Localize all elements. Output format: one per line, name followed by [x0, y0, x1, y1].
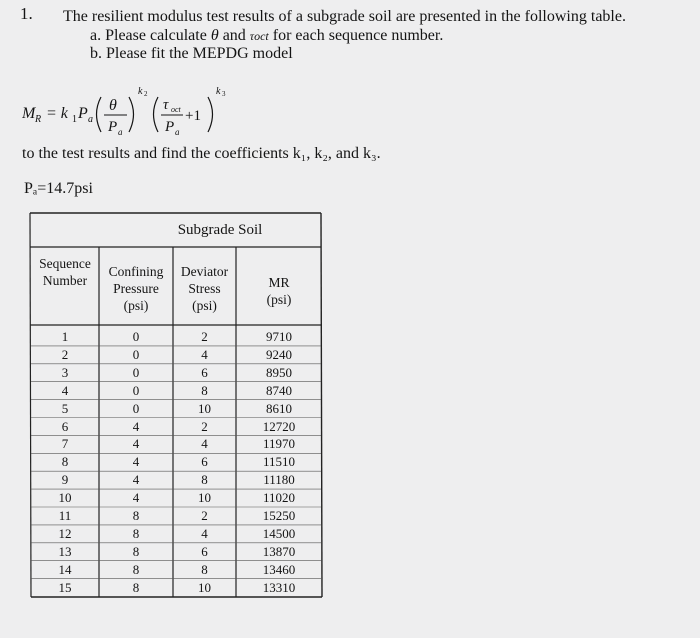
cell-sequence: 11: [58, 508, 72, 523]
header-confining-line3: (psi): [123, 298, 149, 313]
cell-mr: 13460: [262, 561, 296, 577]
header-deviator-line3: (psi): [192, 298, 217, 313]
header-deviator-line1: Deviator: [180, 264, 229, 279]
formula-p-sub: a: [88, 114, 93, 125]
cell-deviator: 8: [201, 561, 208, 577]
formula-p: P: [78, 105, 88, 122]
cell-confining: 8: [132, 579, 140, 595]
part-a-prefix: a. Please calculate: [90, 27, 207, 44]
formula-theta: θ: [109, 97, 117, 114]
cell-sequence: 15: [58, 579, 72, 595]
cell-deviator: 8: [201, 382, 208, 398]
formula-den-1: P: [108, 119, 118, 135]
cell-deviator: 4: [201, 525, 208, 541]
cell-confining: 8: [132, 561, 140, 577]
formula-equals-k: = k: [46, 105, 68, 122]
header-sequence-line2: Number: [42, 273, 88, 288]
cell-sequence: 9: [61, 472, 69, 488]
cell-deviator: 4: [201, 436, 208, 452]
cell-mr: 11510: [262, 454, 296, 470]
cell-confining: 0: [132, 329, 140, 344]
cell-sequence: 14: [58, 561, 72, 577]
cell-confining: 4: [132, 436, 140, 452]
formula-m: M: [22, 105, 36, 122]
formula-tau-sub: oct: [171, 105, 181, 114]
formula-m-sub: R: [35, 114, 42, 125]
formula-exp3-sub: 3: [222, 90, 226, 98]
cell-deviator: 2: [201, 329, 208, 344]
cell-sequence: 7: [61, 436, 69, 452]
question-number: 1.: [20, 4, 33, 23]
cell-deviator: 2: [201, 508, 208, 523]
cell-sequence: 13: [58, 543, 72, 559]
cell-deviator: 6: [201, 454, 208, 470]
cell-deviator: 10: [198, 400, 211, 416]
cell-mr: 15250: [262, 508, 296, 523]
header-sequence-line1: Sequence: [39, 256, 91, 271]
cell-sequence: 8: [61, 454, 69, 470]
formula-exp3: k: [216, 86, 221, 97]
part-b: b. Please fit the MEPDG model: [90, 45, 293, 62]
cell-mr: 13870: [262, 543, 296, 559]
cell-confining: 0: [132, 400, 140, 416]
cell-mr: 11970: [262, 436, 296, 452]
cell-sequence: 3: [61, 364, 69, 380]
header-confining: [100, 263, 172, 314]
fit-instructions: to the test results and find the coefficients k₁, k₂, and k₃.: [22, 145, 381, 162]
cell-mr: 8610: [266, 400, 292, 416]
header-confining-line1: Confining: [108, 264, 164, 279]
part-a-toct: τoct: [249, 29, 269, 43]
cell-confining: 8: [132, 543, 140, 559]
cell-deviator: 4: [201, 346, 208, 362]
cell-mr: 8740: [266, 382, 292, 398]
formula-tau: τ: [163, 97, 169, 113]
question-text: The resilient modulus test results of a subgrade soil are presented in the following table.: [63, 8, 626, 25]
cell-sequence: 2: [61, 346, 69, 362]
cell-confining: 8: [132, 525, 140, 541]
cell-sequence: 4: [61, 382, 69, 398]
header-deviator: [174, 263, 235, 314]
header-mr: [238, 274, 320, 308]
formula-k1-sub: 1: [72, 114, 77, 125]
formula-exp2-sub: 2: [144, 90, 148, 98]
header-deviator-line2: Stress: [188, 281, 221, 296]
table-title: Subgrade Soil: [177, 222, 263, 238]
cell-deviator: 6: [201, 543, 208, 559]
cell-mr: 11020: [262, 490, 296, 506]
part-a-theta: θ: [210, 27, 219, 44]
cell-deviator: 10: [198, 579, 211, 595]
cell-confining: 4: [132, 472, 140, 488]
cell-confining: 0: [132, 346, 140, 362]
cell-sequence: 1: [61, 329, 69, 344]
cell-sequence: 10: [58, 490, 72, 506]
part-a-and: and: [222, 27, 246, 44]
cell-confining: 4: [132, 418, 140, 434]
atmospheric-pressure: Pₐ=14.7psi: [24, 180, 93, 197]
header-mr-line1: MR: [268, 275, 290, 290]
cell-confining: 0: [132, 382, 140, 398]
cell-confining: 0: [132, 364, 140, 380]
cell-mr: 9710: [266, 329, 292, 344]
cell-confining: 4: [132, 490, 140, 506]
formula-exp2: k: [138, 86, 143, 97]
cell-mr: 12720: [262, 418, 296, 434]
cell-deviator: 8: [201, 472, 208, 488]
cell-mr: 9240: [266, 346, 292, 362]
part-a-suffix: for each sequence number.: [272, 27, 444, 44]
header-sequence: [32, 255, 98, 289]
cell-deviator: 2: [201, 418, 208, 434]
cell-mr: 11180: [263, 472, 295, 488]
cell-mr: 14500: [262, 525, 296, 541]
cell-mr: 13310: [262, 579, 296, 595]
formula-den-2: P: [165, 119, 175, 135]
cell-sequence: 6: [61, 418, 69, 434]
header-mr-line2: (psi): [266, 292, 292, 307]
cell-confining: 4: [132, 454, 140, 470]
header-confining-line2: Pressure: [113, 281, 159, 296]
cell-sequence: 5: [61, 400, 69, 416]
formula-den-1-sub: a: [118, 127, 123, 137]
formula-plus-one: +1: [185, 108, 201, 124]
cell-deviator: 6: [201, 364, 208, 380]
cell-confining: 8: [132, 508, 140, 523]
formula-den-2-sub: a: [175, 127, 180, 137]
cell-deviator: 10: [198, 490, 211, 506]
cell-sequence: 12: [58, 525, 72, 541]
cell-mr: 8950: [266, 364, 292, 380]
